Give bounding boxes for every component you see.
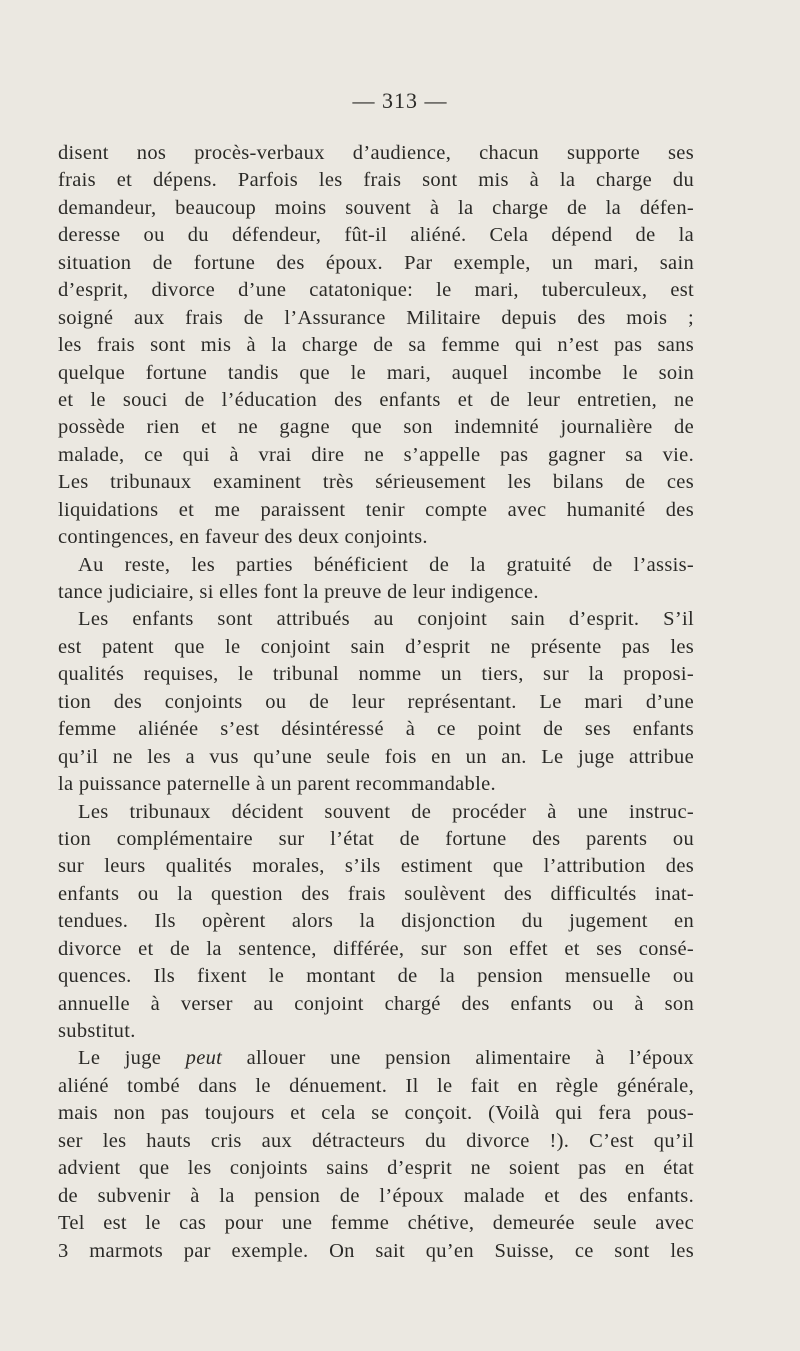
text-line: aliéné tombé dans le dénuement. Il le fait en règle générale,: [58, 1074, 694, 1097]
text-line: soigné aux frais de l’Assurance Militaire depuis des mois ;: [58, 306, 694, 329]
text-line: les frais sont mis à la charge de sa femme qui n’est pas sans: [58, 334, 694, 357]
text-line: est patent que le conjoint sain d’esprit ne présente pas les: [58, 635, 694, 658]
text-line: quelque fortune tandis que le mari, auquel incombe le soin: [58, 361, 694, 384]
text-line: enfants ou la question des frais soulèvent des difficultés inat-: [58, 882, 694, 905]
text-line: qu’il ne les a vus qu’une seule fois en un an. Le juge attribue: [58, 745, 694, 768]
text-line: mais non pas toujours et cela se conçoit. (Voilà qui fera pous-: [58, 1102, 694, 1125]
text-line: Le juge peut allouer une pension alimentaire à l’époux: [78, 1047, 694, 1070]
text-line: quences. Ils fixent le montant de la pension mensuelle ou: [58, 965, 694, 988]
text-line: substitut.: [58, 1020, 136, 1042]
text-line: liquidations et me paraissent tenir compte avec humanité des: [58, 498, 694, 521]
text-line: divorce et de la sentence, différée, sur son effet et ses consé-: [58, 937, 694, 960]
text-line: et le souci de l’éducation des enfants et de leur entretien, ne: [58, 388, 694, 411]
text-line: Les tribunaux décident souvent de procéder à une instruc-: [78, 800, 694, 823]
text-line: Les enfants sont attribués au conjoint sain d’esprit. S’il: [78, 608, 694, 631]
text-line: advient que les conjoints sains d’esprit ne soient pas en état: [58, 1157, 694, 1180]
text-line: d’esprit, divorce d’une catatonique: le mari, tuberculeux, est: [58, 279, 694, 302]
text-line: contingences, en faveur des deux conjoints.: [58, 526, 428, 549]
text-line: Les tribunaux examinent très sérieusement les bilans de ces: [58, 471, 694, 494]
page-number: — 313 —: [352, 88, 448, 113]
text-line: frais et dépens. Parfois les frais sont mis à la charge du: [58, 169, 694, 192]
text-line: Tel est le cas pour une femme chétive, demeurée seule avec: [58, 1212, 694, 1235]
text-line: annuelle à verser au conjoint chargé des enfants ou à son: [58, 992, 694, 1015]
text-line: malade, ce qui à vrai dire ne s’appelle pas gagner sa vie.: [58, 443, 694, 466]
text-line: tion complémentaire sur l’état de fortune des parents ou: [58, 827, 694, 850]
text-line: la puissance paternelle à un parent recommandable.: [58, 773, 496, 796]
text-line: possède rien et ne gagne que son indemnité journalière de: [58, 416, 694, 439]
text-line: tion des conjoints ou de leur représentant. Le mari d’une: [58, 690, 694, 713]
text-line: deresse ou du défendeur, fût-il aliéné. Cela dépend de la: [58, 224, 694, 247]
text-line: tendues. Ils opèrent alors la disjonction du jugement en: [58, 910, 694, 933]
text-line: disent nos procès-verbaux d’audience, chacun supporte ses: [58, 142, 694, 164]
text-line: ser les hauts cris aux détracteurs du divorce !). C’est qu’il: [58, 1129, 694, 1152]
text-line: situation de fortune des époux. Par exemple, un mari, sain: [58, 251, 694, 274]
text-line: sur leurs qualités morales, s’ils estiment que l’attribution des: [58, 855, 694, 878]
body-text: [58, 140, 694, 1265]
emphasis: peut: [185, 1047, 223, 1070]
text-line: qualités requises, le tribunal nomme un tiers, sur la proposi-: [58, 663, 694, 686]
text-line: demandeur, beaucoup moins souvent à la charge de la défen-: [58, 196, 694, 219]
text-line: Au reste, les parties bénéficient de la gratuité de l’assis-: [78, 553, 694, 576]
text-line: femme aliénée s’est désintéressé à ce point de ses enfants: [58, 718, 694, 741]
text-line: 3 marmots par exemple. On sait qu’en Suisse, ce sont les: [58, 1239, 694, 1262]
text-line: de subvenir à la pension de l’époux malade et des enfants.: [58, 1184, 694, 1207]
text-line: tance judiciaire, si elles font la preuve de leur indigence.: [58, 581, 539, 603]
